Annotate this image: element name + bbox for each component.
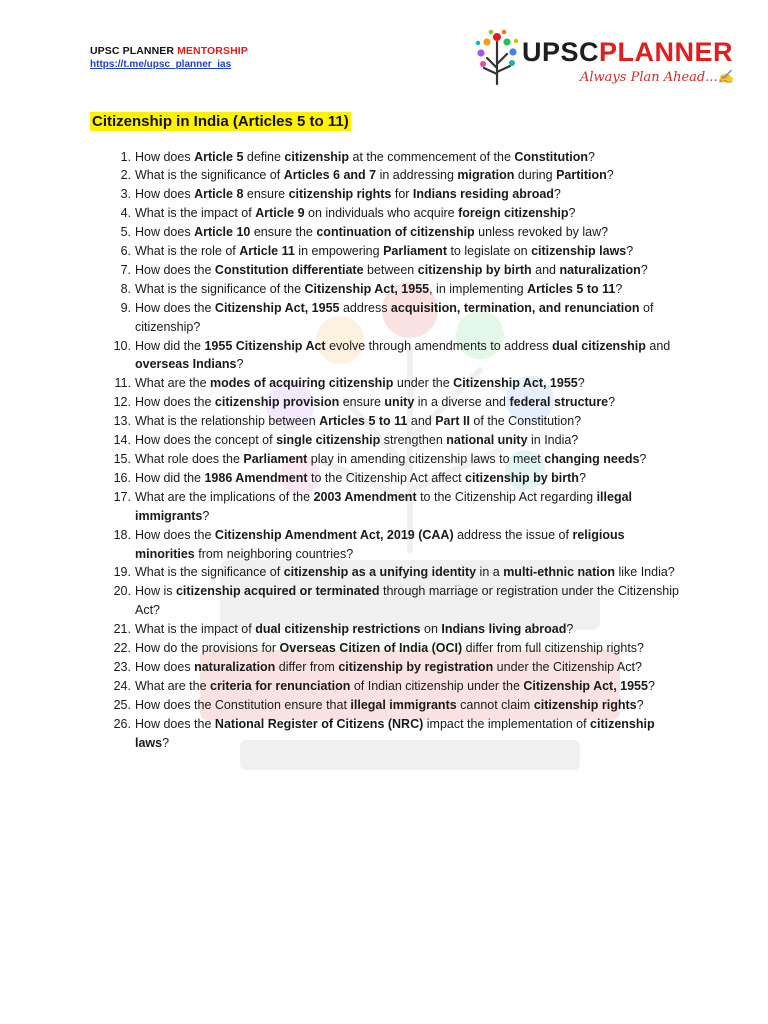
question-keyword: multi-ethnic nation xyxy=(503,565,615,580)
question-number: 5. xyxy=(120,225,131,240)
question-item xyxy=(110,223,686,242)
question-keyword: Article 10 xyxy=(194,225,251,240)
question-text: How does the concept of xyxy=(135,433,277,448)
question-text: and xyxy=(531,262,560,277)
question-text: in India? xyxy=(527,433,579,448)
question-item xyxy=(110,620,686,639)
question-text: What is the impact of xyxy=(135,622,256,637)
question-keyword: Overseas Citizen of India (OCI) xyxy=(279,641,463,656)
question-item xyxy=(110,185,686,204)
question-number: 12. xyxy=(113,395,131,410)
question-text: ensure the xyxy=(250,225,317,240)
question-item xyxy=(110,204,686,223)
question-item xyxy=(110,299,686,337)
question-text: ? xyxy=(577,376,585,391)
question-text: ? xyxy=(587,149,595,164)
question-item xyxy=(110,715,686,753)
question-item xyxy=(110,677,686,696)
question-list xyxy=(110,148,686,753)
question-text: ? xyxy=(608,395,616,410)
question-keyword: Indians residing abroad xyxy=(412,187,554,202)
question-text: evolve through amendments to address xyxy=(325,338,553,353)
question-text: in a diverse and xyxy=(414,395,510,410)
question-item xyxy=(110,261,686,280)
question-keyword: 1955 Citizenship Act xyxy=(204,338,326,353)
question-item xyxy=(110,337,686,375)
question-text: to the Citizenship Act regarding xyxy=(416,489,597,504)
question-keyword: Citizenship Act, 1955 xyxy=(453,376,578,391)
question-text: ? xyxy=(639,452,647,466)
question-number: 22. xyxy=(113,641,131,656)
question-text: in addressing xyxy=(376,168,458,183)
question-keyword: acquisition, termination, and renunciation xyxy=(390,300,640,315)
question-keyword: citizenship rights xyxy=(288,187,392,202)
question-text: How does xyxy=(135,187,195,202)
question-text: differ from xyxy=(275,659,339,674)
question-keyword: 2003 Amendment xyxy=(313,489,417,504)
logo xyxy=(474,28,734,88)
question-keyword: religious minorities xyxy=(135,527,625,561)
question-keyword: citizenship rights xyxy=(533,697,637,712)
question-text: What is the role of xyxy=(135,244,240,259)
question-keyword: Article 5 xyxy=(194,149,244,164)
question-text: of the Constitution? xyxy=(469,414,582,429)
question-text: ? xyxy=(615,281,623,296)
brand-name xyxy=(90,45,248,57)
question-text: ? xyxy=(202,508,210,523)
question-item xyxy=(110,280,686,299)
question-keyword: citizenship provision xyxy=(214,395,340,410)
question-text: during xyxy=(514,168,557,183)
question-text: ? xyxy=(162,735,170,750)
question-item xyxy=(110,431,686,450)
question-number: 3. xyxy=(120,187,131,202)
question-keyword: Articles 6 and 7 xyxy=(283,168,377,183)
question-item xyxy=(110,488,686,526)
question-text: between xyxy=(363,262,418,277)
question-text: impact the implementation of xyxy=(423,716,591,731)
question-text: to legislate on xyxy=(446,244,532,259)
question-item xyxy=(110,166,686,185)
question-keyword: criteria for renunciation xyxy=(210,678,351,693)
question-keyword: National Register of Citizens (NRC) xyxy=(214,716,424,731)
question-text: for xyxy=(391,187,413,202)
question-keyword: unity xyxy=(384,395,415,410)
question-item xyxy=(110,563,686,582)
question-text: How does the xyxy=(135,395,215,410)
question-keyword: dual citizenship restrictions xyxy=(255,622,421,637)
question-text: How does xyxy=(135,149,195,164)
page-title: Citizenship in India (Articles 5 to 11) xyxy=(92,113,349,130)
question-text: ensure xyxy=(339,395,385,410)
question-text: address the issue of xyxy=(453,527,573,542)
question-keyword: citizenship acquired or terminated xyxy=(175,584,380,599)
question-text: ? xyxy=(636,697,644,712)
question-keyword: migration xyxy=(457,168,515,183)
question-item xyxy=(110,374,686,393)
question-text: on xyxy=(420,622,442,637)
question-text: ensure xyxy=(243,187,289,202)
question-item xyxy=(110,469,686,488)
question-text: under the Citizenship Act? xyxy=(493,659,642,674)
question-text: ? xyxy=(578,470,586,485)
question-item xyxy=(110,639,686,658)
question-keyword: citizenship laws xyxy=(135,716,655,750)
question-keyword: overseas Indians xyxy=(135,357,237,372)
question-number: 14. xyxy=(113,433,131,448)
brand-accent: MENTORSHIP xyxy=(177,45,248,57)
question-text: What is the significance of xyxy=(135,168,284,183)
question-number: 18. xyxy=(113,527,131,542)
question-keyword: naturalization xyxy=(194,659,276,674)
question-keyword: Indians living abroad xyxy=(441,622,567,637)
question-keyword: foreign citizenship xyxy=(458,206,569,221)
question-keyword: Partition xyxy=(556,168,607,183)
question-number: 23. xyxy=(113,659,131,674)
question-text: ? xyxy=(647,678,655,693)
question-keyword: Constitution xyxy=(514,149,588,164)
question-text: ? xyxy=(626,244,634,259)
question-text: What is the impact of xyxy=(135,206,256,221)
question-number: 2. xyxy=(120,168,131,183)
logo-tagline: Always Plan Ahead...✍ xyxy=(580,70,734,85)
question-item xyxy=(110,658,686,677)
question-number: 6. xyxy=(120,244,131,259)
question-text: unless revoked by law? xyxy=(474,225,609,240)
question-number: 16. xyxy=(113,470,131,485)
question-text: What are the implications of the xyxy=(135,489,314,504)
question-text: ? xyxy=(236,357,244,372)
question-text: How does the xyxy=(135,527,215,542)
question-number: 26. xyxy=(113,716,131,731)
question-text: and xyxy=(407,414,436,429)
question-text: under the xyxy=(393,376,454,391)
question-keyword: Articles 5 to 11 xyxy=(319,414,408,429)
question-item xyxy=(110,412,686,431)
question-keyword: single citizenship xyxy=(276,433,381,448)
question-keyword: citizenship by registration xyxy=(338,659,494,674)
question-text: What is the significance of the xyxy=(135,281,305,296)
question-text: How is xyxy=(135,584,176,599)
question-item xyxy=(110,242,686,261)
question-keyword: naturalization xyxy=(559,262,641,277)
question-text: How do the provisions for xyxy=(135,641,280,656)
question-keyword: citizenship by birth xyxy=(465,470,579,485)
question-keyword: Article 9 xyxy=(255,206,305,221)
question-item xyxy=(110,450,686,469)
question-text: What is the relationship between xyxy=(135,414,320,429)
question-text: ? xyxy=(640,262,648,277)
question-keyword: national unity xyxy=(446,433,528,448)
question-text: How did the xyxy=(135,338,205,353)
question-text: What are the xyxy=(135,376,211,391)
question-keyword: continuation of citizenship xyxy=(316,225,475,240)
question-number: 10. xyxy=(113,338,131,353)
question-text: ? xyxy=(568,206,576,221)
question-keyword: Parliament xyxy=(243,452,308,466)
question-text: How does the xyxy=(135,262,215,277)
question-keyword: Citizenship Act, 1955 xyxy=(304,281,430,296)
question-keyword: Part II xyxy=(435,414,470,429)
question-text: play in amending citizenship laws to meet xyxy=(307,452,545,466)
question-text: How does the Constitution ensure that xyxy=(135,697,351,712)
question-keyword: Articles 5 to 11 xyxy=(527,281,616,296)
brand-prefix: UPSC PLANNER xyxy=(90,45,178,57)
logo-text-planner: PLANNER xyxy=(599,37,734,67)
question-item xyxy=(110,148,686,167)
question-keyword: illegal immigrants xyxy=(350,697,457,712)
question-keyword: Citizenship Amendment Act, 2019 (CAA) xyxy=(214,527,454,542)
telegram-link[interactable]: https://t.me/upsc_planner_ias xyxy=(90,59,232,70)
question-number: 20. xyxy=(113,584,131,599)
question-number: 25. xyxy=(113,697,131,712)
question-text: How does the xyxy=(135,716,215,731)
question-item xyxy=(110,393,686,412)
tree-icon xyxy=(474,28,520,86)
logo-text xyxy=(522,37,733,68)
question-keyword: changing needs xyxy=(544,452,640,466)
question-keyword: Parliament xyxy=(383,244,447,259)
question-number: 4. xyxy=(120,206,131,221)
question-keyword: 1986 Amendment xyxy=(204,470,308,485)
question-number: 19. xyxy=(113,565,131,580)
header-left xyxy=(90,45,248,70)
question-text: differ from full citizenship rights? xyxy=(462,641,644,656)
question-text: How does xyxy=(135,659,195,674)
question-keyword: dual citizenship xyxy=(552,338,646,353)
question-text: to the Citizenship Act affect xyxy=(307,470,466,485)
question-keyword: federal structure xyxy=(509,395,609,410)
question-item xyxy=(110,582,686,620)
question-text: How did the xyxy=(135,470,205,485)
question-keyword: citizenship by birth xyxy=(417,262,532,277)
question-number: 21. xyxy=(113,622,131,637)
question-keyword: citizenship xyxy=(284,149,350,164)
question-number: 13. xyxy=(113,414,131,429)
question-text: in a xyxy=(476,565,504,580)
question-item xyxy=(110,526,686,564)
question-number: 11. xyxy=(114,376,131,391)
question-text: ? xyxy=(566,622,574,637)
question-text: How does the xyxy=(135,300,215,315)
question-keyword: Article 11 xyxy=(239,244,295,259)
question-number: 8. xyxy=(120,281,131,296)
question-text: How does xyxy=(135,225,195,240)
question-text: cannot claim xyxy=(456,697,534,712)
question-keyword: Constitution differentiate xyxy=(214,262,364,277)
question-text: What role does the xyxy=(135,452,244,466)
question-text: in empowering xyxy=(294,244,384,259)
question-text: like India? xyxy=(615,565,675,580)
logo-text-upsc: UPSC xyxy=(522,37,600,67)
question-number: 9. xyxy=(120,300,131,315)
question-keyword: citizenship as a unifying identity xyxy=(283,565,477,580)
question-text: What are the xyxy=(135,678,211,693)
question-number: 24. xyxy=(113,678,131,693)
question-number: 7. xyxy=(120,262,131,277)
question-keyword: Citizenship Act, 1955 xyxy=(214,300,340,315)
question-text: What is the significance of xyxy=(135,565,284,580)
question-keyword: Citizenship Act, 1955 xyxy=(523,678,648,693)
question-keyword: Article 8 xyxy=(194,187,244,202)
question-number: 1. xyxy=(120,149,131,164)
question-keyword: citizenship laws xyxy=(531,244,627,259)
question-text: strengthen xyxy=(380,433,447,448)
question-text: through marriage or registration under the Citizenship Act? xyxy=(135,584,679,618)
question-keyword: illegal immigrants xyxy=(135,489,633,523)
question-text: define xyxy=(243,149,285,164)
question-text: of Indian citizenship under the xyxy=(350,678,524,693)
question-text: on individuals who acquire xyxy=(304,206,459,221)
question-number: 17. xyxy=(113,489,131,504)
question-text: at the commencement of the xyxy=(349,149,515,164)
question-text: , in implementing xyxy=(429,281,528,296)
question-text: ? xyxy=(553,187,561,202)
question-item xyxy=(110,696,686,715)
question-text: and xyxy=(645,338,671,353)
question-text: ? xyxy=(606,168,614,183)
question-text: of citizenship? xyxy=(135,300,654,334)
question-text: address xyxy=(339,300,391,315)
question-keyword: modes of acquiring citizenship xyxy=(210,376,394,391)
question-number: 15. xyxy=(113,452,131,466)
question-text: from neighboring countries? xyxy=(194,546,354,561)
